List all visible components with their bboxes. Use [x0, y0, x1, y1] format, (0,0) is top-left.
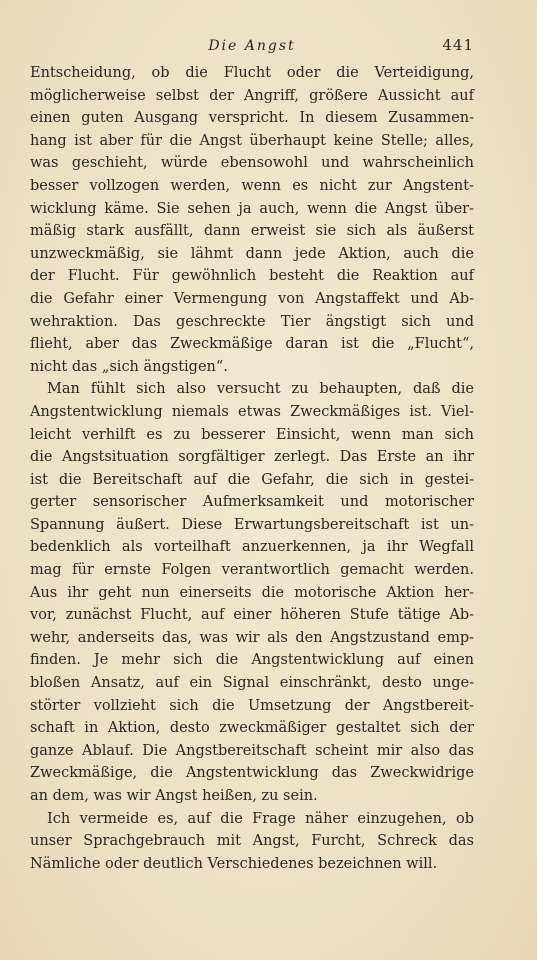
text-line: Man fühlt sich also versucht zu behaupten, daß die	[47, 381, 474, 398]
text-line: leicht verhilft es zu besserer Einsicht, wenn man sich	[30, 426, 474, 443]
text-line: ist die Bereitschaft auf die Gefahr, die sich in gestei-	[30, 471, 474, 488]
text-line: Zweckmäßige, die Angstentwicklung das Zweckwidrige	[30, 765, 474, 782]
text-line: ganze Ablauf. Die Angstbereitschaft scheint mir also das	[30, 742, 474, 759]
paragraph-1	[30, 62, 474, 378]
text-line: gerter sensorischer Aufmerksamkeit und motorischer	[30, 494, 474, 511]
text-line: einen guten Ausgang verspricht. In diesem Zusammen-	[30, 110, 474, 127]
text-line: Ich vermeide es, auf die Frage näher einzugehen, ob	[47, 810, 474, 827]
text-line: die Gefahr einer Vermengung von Angstaffekt und Ab-	[30, 290, 474, 307]
text-line: schaft in Aktion, desto zweckmäßiger gestaltet sich der	[30, 720, 474, 737]
text-line: hang ist aber für die Angst überhaupt keine Stelle; alles,	[30, 132, 474, 149]
text-line: unser Sprachgebrauch mit Angst, Furcht, Schreck das	[30, 833, 474, 850]
text-line: wicklung käme. Sie sehen ja auch, wenn die Angst über-	[30, 200, 474, 217]
paragraph-3	[30, 808, 474, 876]
text-line: nicht das „sich ängstigen“.	[30, 358, 228, 375]
text-line: bloßen Ansatz, auf ein Signal einschränkt, desto unge-	[30, 675, 474, 692]
text-line: Aus ihr geht nun einerseits die motorische Aktion her-	[30, 584, 474, 601]
paragraph-2	[30, 378, 474, 807]
page-header	[30, 36, 474, 58]
text-line: mag für ernste Folgen verantwortlich gemacht werden.	[30, 562, 474, 579]
body-text	[30, 62, 474, 875]
text-line: Angstentwicklung niemals etwas Zweckmäßiges ist. Viel-	[30, 403, 474, 420]
text-line: wehr, anderseits das, was wir als den Angstzustand emp-	[30, 629, 474, 646]
text-line: möglicherweise selbst der Angriff, größere Aussicht auf	[30, 87, 474, 104]
text-line: besser vollzogen werden, wenn es nicht zur Angstent-	[30, 177, 474, 194]
running-head: Die Angst	[208, 38, 296, 54]
page-number: 441	[442, 36, 474, 54]
text-line: flieht, aber das Zweckmäßige daran ist die „Flucht“,	[30, 336, 474, 353]
text-line: vor, zunächst Flucht, auf einer höheren Stufe tätige Ab-	[30, 607, 474, 624]
text-line: Entscheidung, ob die Flucht oder die Verteidigung,	[30, 65, 474, 81]
text-line: wehraktion. Das geschreckte Tier ängstigt sich und	[30, 313, 474, 330]
text-line: Spannung äußert. Diese Erwartungsbereitschaft ist un-	[30, 516, 474, 533]
text-line: finden. Je mehr sich die Angstentwicklung auf einen	[30, 652, 474, 669]
text-line: Nämliche oder deutlich Verschiedenes bezeichnen will.	[30, 855, 438, 872]
text-line: bedenklich als vorteilhaft anzuerkennen, ja ihr Wegfall	[30, 539, 474, 556]
text-line: störter vollzieht sich die Umsetzung der Angstbereit-	[30, 697, 474, 714]
text-line: was geschieht, würde ebensowohl und wahrscheinlich	[30, 155, 474, 172]
text-line: unzweckmäßig, sie lähmt dann jede Aktion, auch die	[30, 245, 474, 262]
text-line: mäßig stark ausfällt, dann erweist sie sich als äußerst	[30, 223, 474, 240]
text-line: der Flucht. Für gewöhnlich besteht die Reaktion auf	[30, 268, 474, 285]
text-line: an dem, was wir Angst heißen, zu sein.	[30, 788, 318, 804]
text-line: die Angstsituation sorgfältiger zerlegt. Das Erste an ihr	[30, 449, 474, 466]
